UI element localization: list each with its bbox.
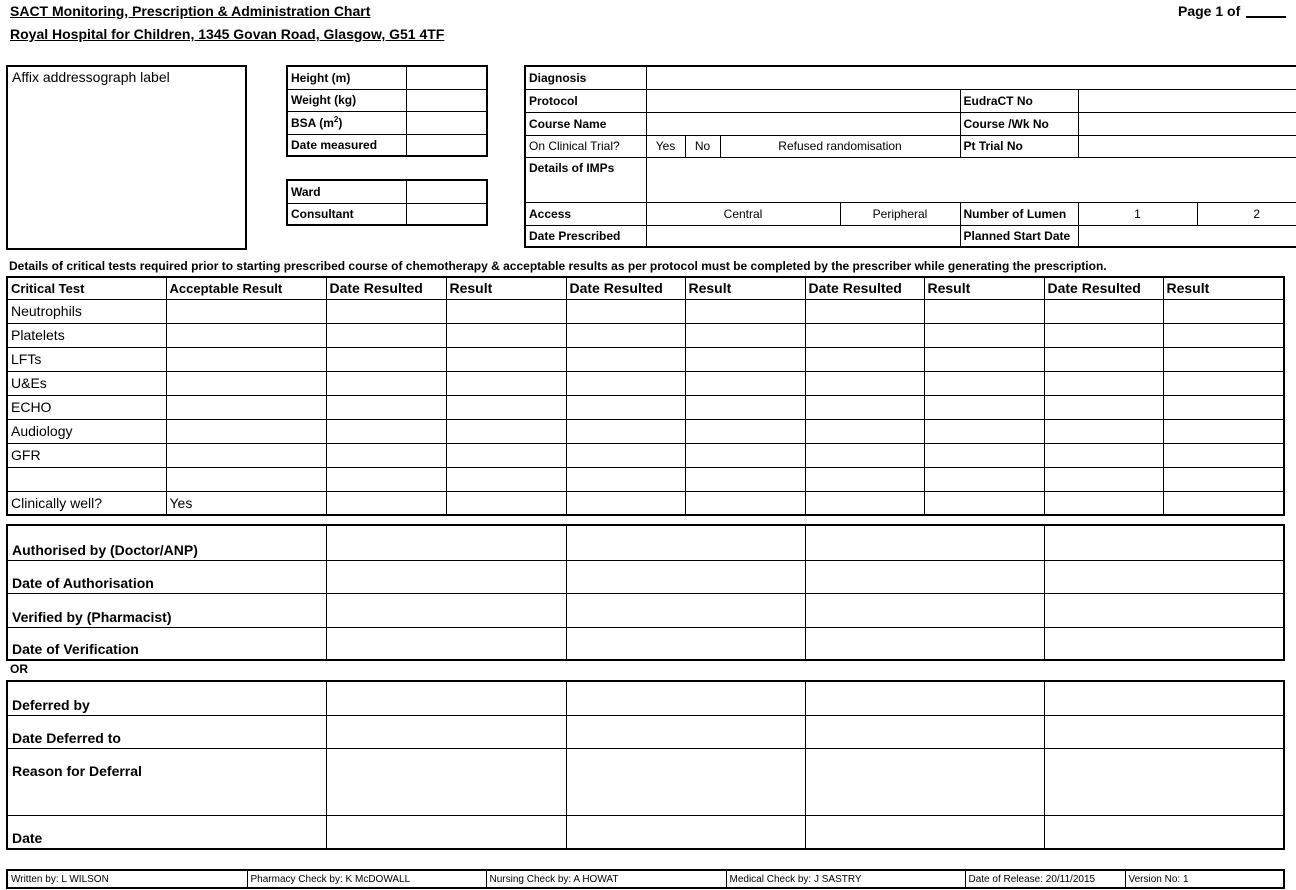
eudract-field[interactable] [1078, 89, 1296, 112]
result-field[interactable] [685, 443, 805, 467]
date-resulted-field[interactable] [566, 371, 685, 395]
page-total-field[interactable] [1246, 16, 1286, 18]
table-row [7, 681, 1284, 715]
date-resulted-field[interactable] [326, 467, 446, 491]
deferral-entry-field[interactable] [566, 715, 805, 748]
date-resulted-field[interactable] [1044, 323, 1163, 347]
date-resulted-field[interactable] [566, 395, 685, 419]
imps-label: Details of IMPs [525, 157, 646, 202]
authorisation-row-label: Date of Verification [7, 627, 326, 660]
result-field[interactable] [685, 395, 805, 419]
table-row [7, 525, 1284, 560]
deferral-entry-field[interactable] [326, 681, 566, 715]
result-field[interactable] [1163, 467, 1284, 491]
date-resulted-field[interactable] [566, 347, 685, 371]
result-field[interactable] [1163, 299, 1284, 323]
date-resulted-field[interactable] [566, 419, 685, 443]
critical-tests-table [6, 276, 1285, 516]
access-peripheral-option[interactable]: Peripheral [840, 202, 960, 225]
result-field[interactable] [446, 347, 566, 371]
course-wk-field[interactable] [1078, 112, 1296, 135]
date-resulted-field[interactable] [566, 323, 685, 347]
deferral-row-label: Date [7, 815, 326, 849]
form-title: SACT Monitoring, Prescription & Administration Chart [10, 3, 371, 19]
deferral-body [7, 681, 1284, 849]
header-date-resulted: Date Resulted [1044, 277, 1163, 299]
date-resulted-field[interactable] [805, 371, 924, 395]
critical-test-name: LFTs [7, 347, 166, 371]
authorisation-table [6, 524, 1285, 661]
result-field[interactable] [924, 419, 1044, 443]
date-resulted-field[interactable] [326, 299, 446, 323]
acceptable-result-field[interactable] [166, 299, 326, 323]
result-field[interactable] [446, 395, 566, 419]
table-row [7, 593, 1284, 627]
table-row [7, 395, 1284, 419]
acceptable-result-field[interactable] [166, 347, 326, 371]
date-resulted-field[interactable] [1044, 467, 1163, 491]
eudract-label: EudraCT No [960, 89, 1078, 112]
result-field[interactable] [685, 323, 805, 347]
pt-trial-field[interactable] [1078, 135, 1296, 157]
result-field[interactable] [924, 491, 1044, 515]
lumen-1-option[interactable]: 1 [1078, 202, 1197, 225]
acceptable-result-field[interactable] [166, 395, 326, 419]
result-field[interactable] [685, 467, 805, 491]
table-row [7, 419, 1284, 443]
date-resulted-field[interactable] [326, 443, 446, 467]
deferral-entry-field[interactable] [1044, 748, 1284, 815]
deferral-entry-field[interactable] [1044, 815, 1284, 849]
clinical-trial-label: On Clinical Trial? [525, 135, 646, 157]
critical-tests-body [7, 299, 1284, 515]
diagnosis-field[interactable] [646, 66, 1296, 89]
footer-table [6, 869, 1285, 889]
refused-randomisation-option[interactable]: Refused randomisation [720, 135, 960, 157]
result-field[interactable] [685, 419, 805, 443]
imps-field[interactable] [646, 157, 1296, 202]
page-label: Page 1 of [1178, 3, 1241, 19]
acceptable-result-field[interactable] [166, 323, 326, 347]
date-prescribed-label: Date Prescribed [525, 225, 646, 247]
lumen-2-option[interactable]: 2 [1197, 202, 1296, 225]
ward-label: Ward [287, 180, 406, 203]
date-resulted-field[interactable] [326, 323, 446, 347]
result-field[interactable] [685, 491, 805, 515]
ward-field[interactable] [406, 180, 487, 203]
authorisation-row-label: Verified by (Pharmacist) [7, 593, 326, 627]
deferral-table [6, 680, 1285, 850]
result-field[interactable] [446, 323, 566, 347]
result-field[interactable] [446, 443, 566, 467]
table-row [7, 347, 1284, 371]
date-resulted-field[interactable] [1044, 371, 1163, 395]
deferral-entry-field[interactable] [805, 748, 1044, 815]
date-resulted-field[interactable] [566, 467, 685, 491]
table-row [7, 715, 1284, 748]
footer-medical-check: Medical Check by: J SASTRY [726, 870, 965, 888]
critical-test-name: U&Es [7, 371, 166, 395]
date-measured-label: Date measured [287, 134, 406, 156]
weight-label: Weight (kg) [287, 89, 406, 111]
critical-test-name: ECHO [7, 395, 166, 419]
date-resulted-field[interactable] [1044, 347, 1163, 371]
result-field[interactable] [446, 371, 566, 395]
deferral-entry-field[interactable] [566, 815, 805, 849]
addressograph-label: Affix addressograph label [12, 69, 170, 85]
result-field[interactable] [1163, 491, 1284, 515]
date-resulted-field[interactable] [326, 491, 446, 515]
header-result: Result [446, 277, 566, 299]
course-name-label: Course Name [525, 112, 646, 135]
result-field[interactable] [924, 443, 1044, 467]
result-field[interactable] [1163, 371, 1284, 395]
authorisation-row-label: Authorised by (Doctor/ANP) [7, 525, 326, 560]
course-wk-label: Course /Wk No [960, 112, 1078, 135]
access-label: Access [525, 202, 646, 225]
authorisation-entry-field[interactable] [805, 525, 1044, 560]
authorisation-entry-field[interactable] [326, 593, 566, 627]
or-separator: OR [10, 662, 28, 676]
header-result: Result [1163, 277, 1284, 299]
critical-test-name: Neutrophils [7, 299, 166, 323]
deferral-entry-field[interactable] [326, 815, 566, 849]
date-resulted-field[interactable] [566, 299, 685, 323]
authorisation-entry-field[interactable] [1044, 627, 1284, 660]
authorisation-entry-field[interactable] [1044, 525, 1284, 560]
authorisation-entry-field[interactable] [805, 560, 1044, 593]
authorisation-entry-field[interactable] [566, 593, 805, 627]
deferral-entry-field[interactable] [805, 815, 1044, 849]
header-critical-test: Critical Test [7, 277, 166, 299]
result-field[interactable] [924, 323, 1044, 347]
footer-nursing-check: Nursing Check by: A HOWAT [486, 870, 726, 888]
date-resulted-field[interactable] [805, 419, 924, 443]
trial-yes-option[interactable]: Yes [646, 135, 685, 157]
deferral-row-label: Deferred by [7, 681, 326, 715]
bsa-label: BSA $(m^2)$ [287, 111, 406, 134]
table-row [7, 748, 1284, 815]
footer-version: Version No: 1 [1125, 870, 1284, 888]
authorisation-entry-field[interactable] [805, 627, 1044, 660]
acceptable-result-field[interactable]: Yes [166, 491, 326, 515]
result-field[interactable] [924, 347, 1044, 371]
date-resulted-field[interactable] [326, 347, 446, 371]
date-resulted-field[interactable] [1044, 419, 1163, 443]
acceptable-result-field[interactable] [166, 467, 326, 491]
table-row [7, 323, 1284, 347]
course-name-field[interactable] [646, 112, 960, 135]
footer-pharmacy-check: Pharmacy Check by: K McDOWALL [247, 870, 486, 888]
date-resulted-field[interactable] [1044, 299, 1163, 323]
authorisation-entry-field[interactable] [326, 560, 566, 593]
authorisation-entry-field[interactable] [326, 627, 566, 660]
course-table [524, 65, 1296, 248]
result-field[interactable] [446, 299, 566, 323]
table-row [7, 443, 1284, 467]
consultant-label: Consultant [287, 203, 406, 225]
footer-release-date: Date of Release: 20/11/2015 [965, 870, 1125, 888]
authorisation-entry-field[interactable] [1044, 560, 1284, 593]
hospital-address: Royal Hospital for Children, 1345 Govan Road, Glasgow, G51 4TF [10, 26, 445, 42]
header-date-resulted: Date Resulted [566, 277, 685, 299]
date-measured-field[interactable] [406, 134, 487, 156]
height-label: Height (m) [287, 66, 406, 89]
header-result: Result [924, 277, 1044, 299]
date-resulted-field[interactable] [566, 443, 685, 467]
result-field[interactable] [1163, 323, 1284, 347]
date-resulted-field[interactable] [1044, 443, 1163, 467]
planned-start-label: Planned Start Date [960, 225, 1078, 247]
table-row [7, 560, 1284, 593]
table-row [7, 467, 1284, 491]
date-resulted-field[interactable] [326, 371, 446, 395]
protocol-label: Protocol [525, 89, 646, 112]
table-row [7, 627, 1284, 660]
header-result: Result [685, 277, 805, 299]
date-resulted-field[interactable] [805, 299, 924, 323]
authorisation-entry-field[interactable] [566, 627, 805, 660]
date-resulted-field[interactable] [805, 491, 924, 515]
authorisation-body [7, 525, 1284, 660]
acceptable-result-field[interactable] [166, 443, 326, 467]
date-resulted-field[interactable] [326, 419, 446, 443]
date-resulted-field[interactable] [566, 491, 685, 515]
acceptable-result-field[interactable] [166, 419, 326, 443]
critical-test-name: Audiology [7, 419, 166, 443]
pt-trial-label: Pt Trial No [960, 135, 1078, 157]
result-field[interactable] [446, 419, 566, 443]
deferral-row-label: Reason for Deferral [7, 748, 326, 815]
result-field[interactable] [1163, 443, 1284, 467]
critical-test-name: GFR [7, 443, 166, 467]
deferral-entry-field[interactable] [1044, 715, 1284, 748]
addressograph-box[interactable] [6, 65, 247, 250]
bsa-field[interactable] [406, 111, 487, 134]
deferral-entry-field[interactable] [566, 681, 805, 715]
date-resulted-field[interactable] [1044, 395, 1163, 419]
deferral-entry-field[interactable] [1044, 681, 1284, 715]
date-resulted-field[interactable] [326, 395, 446, 419]
access-central-option[interactable]: Central [646, 202, 840, 225]
table-row [7, 299, 1284, 323]
num-lumen-label: Number of Lumen [960, 202, 1078, 225]
result-field[interactable] [924, 395, 1044, 419]
authorisation-entry-field[interactable] [1044, 593, 1284, 627]
height-field[interactable] [406, 66, 487, 89]
authorisation-entry-field[interactable] [566, 560, 805, 593]
result-field[interactable] [1163, 395, 1284, 419]
result-field[interactable] [924, 299, 1044, 323]
date-resulted-field[interactable] [805, 395, 924, 419]
date-resulted-field[interactable] [805, 443, 924, 467]
deferral-row-label: Date Deferred to [7, 715, 326, 748]
acceptable-result-field[interactable] [166, 371, 326, 395]
trial-no-option[interactable]: No [685, 135, 720, 157]
deferral-entry-field[interactable] [326, 748, 566, 815]
ward-table [286, 179, 488, 226]
header-date-resulted: Date Resulted [326, 277, 446, 299]
deferral-entry-field[interactable] [805, 715, 1044, 748]
authorisation-entry-field[interactable] [566, 525, 805, 560]
authorisation-row-label: Date of Authorisation [7, 560, 326, 593]
result-field[interactable] [1163, 347, 1284, 371]
header-acceptable-result: Acceptable Result [166, 277, 326, 299]
diagnosis-label: Diagnosis [525, 66, 646, 89]
measurements-table [286, 65, 488, 157]
table-row [7, 815, 1284, 849]
critical-test-name: Clinically well? [7, 491, 166, 515]
result-field[interactable] [685, 299, 805, 323]
deferral-entry-field[interactable] [326, 715, 566, 748]
authorisation-entry-field[interactable] [805, 593, 1044, 627]
table-row [7, 371, 1284, 395]
result-field[interactable] [924, 371, 1044, 395]
date-resulted-field[interactable] [1044, 491, 1163, 515]
critical-test-name: Platelets [7, 323, 166, 347]
deferral-entry-field[interactable] [566, 748, 805, 815]
page-number [1178, 3, 1286, 19]
date-resulted-field[interactable] [805, 467, 924, 491]
consultant-field[interactable] [406, 203, 487, 225]
header-date-resulted: Date Resulted [805, 277, 924, 299]
authorisation-entry-field[interactable] [326, 525, 566, 560]
deferral-entry-field[interactable] [805, 681, 1044, 715]
result-field[interactable] [685, 371, 805, 395]
date-prescribed-field[interactable] [646, 225, 960, 247]
result-field[interactable] [446, 467, 566, 491]
critical-tests-note: Details of critical tests required prior to starting prescribed course of chemotherapy & acceptable results as per protocol must be completed by the prescriber while generating the prescription. [9, 259, 1107, 273]
weight-field[interactable] [406, 89, 487, 111]
result-field[interactable] [1163, 419, 1284, 443]
date-resulted-field[interactable] [805, 347, 924, 371]
footer-written-by: Written by: L WILSON [7, 870, 247, 888]
result-field[interactable] [446, 491, 566, 515]
result-field[interactable] [924, 467, 1044, 491]
date-resulted-field[interactable] [805, 323, 924, 347]
planned-start-field[interactable] [1078, 225, 1296, 247]
result-field[interactable] [685, 347, 805, 371]
critical-test-name [7, 467, 166, 491]
protocol-field[interactable] [646, 89, 960, 112]
table-row [7, 491, 1284, 515]
